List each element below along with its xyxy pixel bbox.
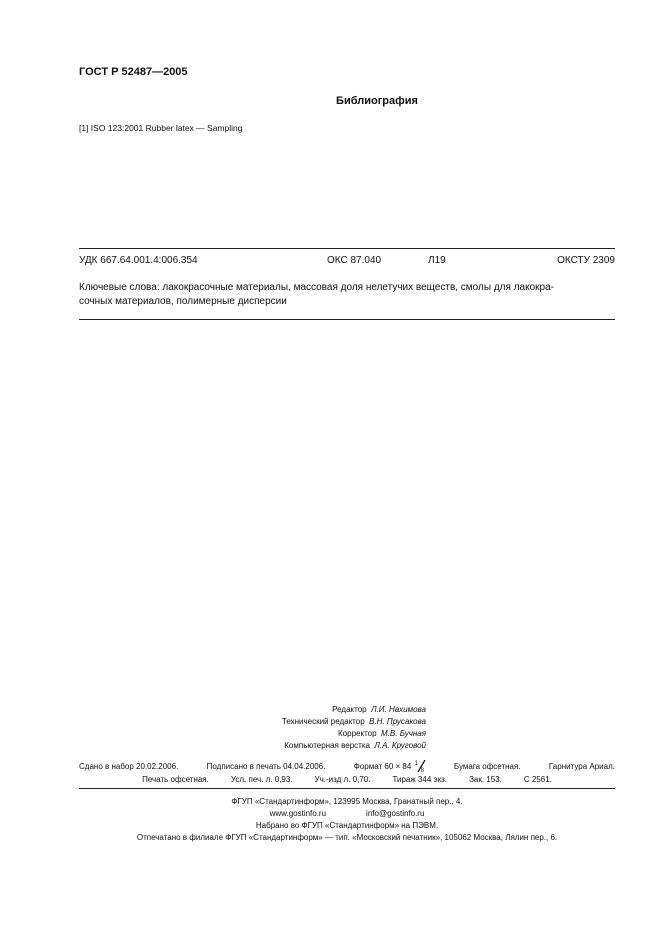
staff-role: Редактор (332, 705, 367, 714)
keywords-line-2: сочных материалов, полимерные дисперсии (79, 296, 287, 307)
publisher-website: www.gostinfo.ru (269, 809, 327, 818)
publisher-address: ФГУП «Стандартинформ», 123995 Москва, Гранатный пер., 4. (231, 797, 463, 806)
format-label: Формат 60 × 84 (353, 762, 412, 771)
publisher-contacts (79, 808, 615, 820)
bibliography-entry: [1] ISO 123:2001 Rubber latex — Sampling (79, 123, 243, 133)
bottom-rule (79, 319, 615, 320)
printing-note: Отпечатано в филиале ФГУП «Стандартинформ» — тип. «Московский печатник», 105062 Москва, Лялин пер., 6. (136, 833, 558, 842)
oks-code: ОКС 87.040 (327, 255, 382, 266)
format-fraction (414, 760, 426, 772)
top-rule (79, 248, 615, 249)
staff-editor (200, 704, 426, 716)
udk-code: УДК 667.64.001.4:006.354 (79, 255, 198, 266)
staff-role: Корректор (338, 729, 377, 738)
print-method: Печать офсетная. (142, 775, 209, 784)
staff-tech-editor (200, 716, 426, 728)
keywords-line-1: Ключевые слова: лакокрасочные материалы, массовая доля нелетучих веществ, смолы для лакокра- (79, 282, 554, 293)
font-info: Гарнитура Ариал. (548, 762, 615, 771)
order-number: Зак. 153. (469, 775, 502, 784)
publisher-email: info@gostinfo.ru (366, 809, 425, 818)
print-details (79, 760, 615, 786)
staff-role: Технический редактор (281, 717, 365, 726)
staff-name: В.Н. Прусакова (369, 717, 426, 726)
group-code: Л19 (428, 255, 446, 266)
keywords (79, 281, 615, 309)
print-rule (79, 788, 615, 789)
print-line-2 (79, 773, 615, 786)
staff-name: Л.И. Нахимова (371, 705, 426, 714)
staff-name: Л.А. Круговой (374, 741, 426, 750)
catalog-code: С 2561. (523, 775, 552, 784)
print-line-1 (79, 760, 615, 773)
staff-name: М.В. Бучная (381, 729, 426, 738)
staff-role: Компьютерная верстка (284, 741, 370, 750)
signed-date: Подписано в печать 04.04.2006. (206, 762, 326, 771)
paper-type: Бумага офсетная. (453, 762, 521, 771)
format-numerator: 1 (414, 761, 418, 767)
staff-layout (200, 740, 426, 752)
okstu-code: ОКСТУ 2309 (557, 255, 615, 266)
format-denominator: 8 (420, 768, 424, 774)
print-run: Тираж 344 экз. (392, 775, 448, 784)
standard-code: ГОСТ Р 52487—2005 (79, 66, 188, 78)
bibliography-title: Библиография (336, 95, 418, 107)
typeset-date: Сдано в набор 20.02.2006. (79, 762, 179, 771)
staff-proofreader (200, 728, 426, 740)
paper-format (354, 760, 426, 773)
publishing-sheets: Уч.-изд л. 0,70. (314, 775, 371, 784)
classification-row (79, 255, 615, 269)
typesetting-note: Набрано во ФГУП «Стандартинформ» на ПЭВМ. (255, 821, 439, 830)
print-sheets: Усл. печ. л. 0,93. (230, 775, 293, 784)
publisher-info (79, 796, 615, 844)
editorial-staff (200, 704, 426, 752)
